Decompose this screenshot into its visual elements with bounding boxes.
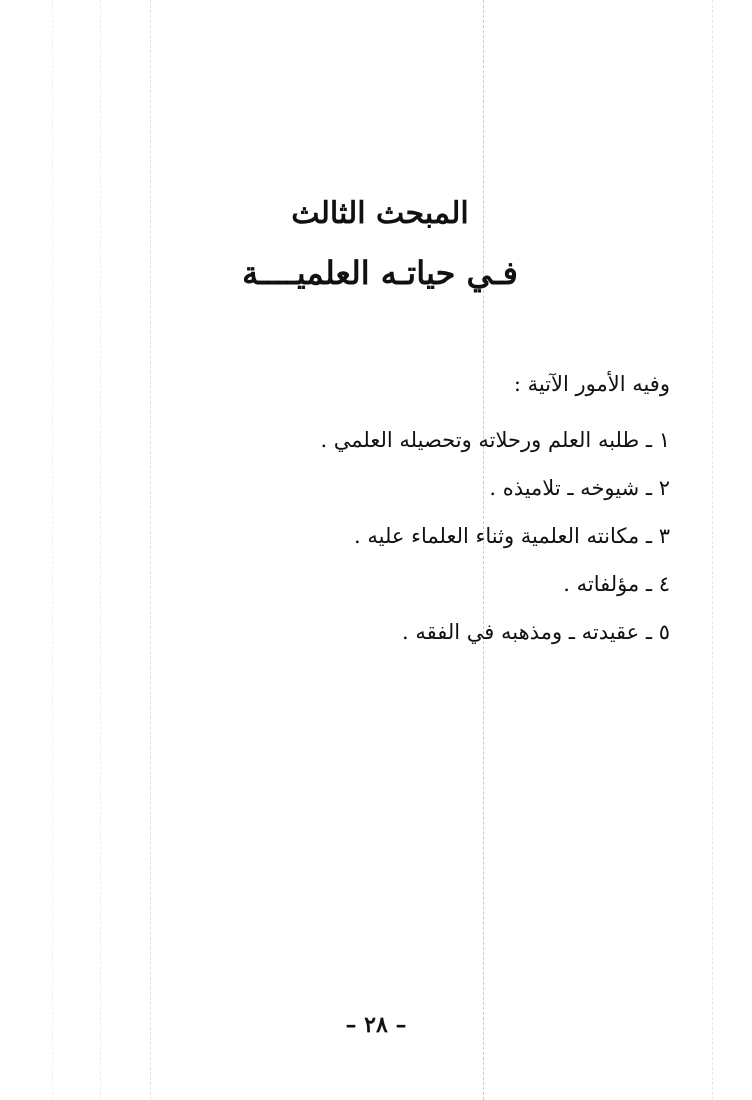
intro-text: وفيه الأمور الآتية : xyxy=(513,372,670,396)
list-item: ٣ ـ مكانته العلمية وثناء العلماء عليه . xyxy=(354,524,670,548)
scan-fold-line xyxy=(150,0,151,1100)
topics-list xyxy=(320,420,670,660)
section-title: المبحث الثالث xyxy=(291,196,469,231)
page-number: – ٢٨ – xyxy=(345,1012,407,1038)
list-item: ٢ ـ شيوخه ـ تلاميذه . xyxy=(489,476,670,500)
scan-fold-line xyxy=(52,0,53,1100)
section-subtitle: فـي حياتـه العلميــــة xyxy=(242,254,518,292)
list-item: ١ ـ طلبه العلم ورحلاته وتحصيله العلمي . xyxy=(320,428,670,452)
list-item: ٤ ـ مؤلفاته . xyxy=(563,572,670,596)
list-item: ٥ ـ عقيدته ـ ومذهبه في الفقه . xyxy=(402,620,670,644)
scan-fold-line xyxy=(712,0,713,1100)
scan-fold-line xyxy=(100,0,101,1100)
